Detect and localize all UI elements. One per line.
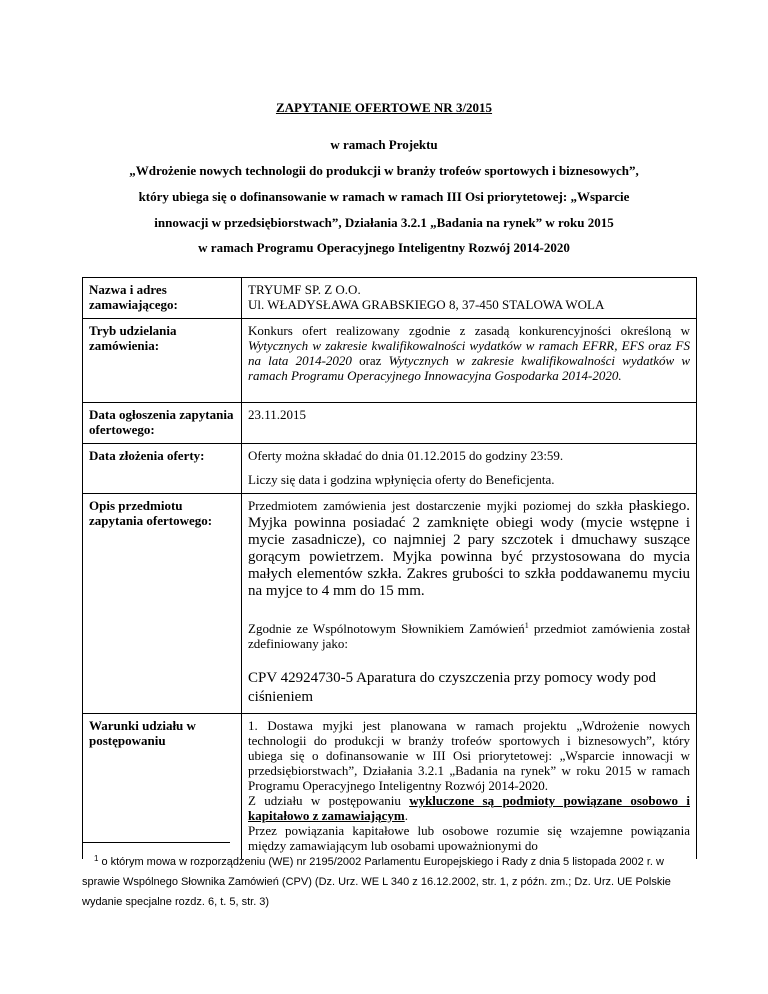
- tryb-italic-2: Wytycznych w zakresie kwalifikowalności wydatków w ramach Programu Operacyjnego Innowacyjna Gospodarka 2014-2020.: [248, 353, 690, 383]
- slownik-text-1: Zgodnie ze Wspólnotowym Słownikiem Zamówień: [248, 621, 525, 636]
- header-line-5: w ramach Programu Operacyjnego Inteligentny Rozwój 2014-2020: [198, 240, 570, 255]
- tryb-text-1: Konkurs ofert realizowany zgodnie z zasadą konkurencyjności określoną w: [248, 323, 690, 338]
- tryb-text-2: oraz: [351, 353, 389, 368]
- tryb-italic-1: Wytycznych w zakresie kwalifikowalności wydatków w ramach EFRR, EFS oraz FS na lata 2014-2020: [248, 338, 690, 368]
- header-line-4: innowacji w przedsiębiorstwach”, Działania 3.2.1 „Badania na rynek” w roku 2015: [154, 215, 614, 230]
- table-row: [83, 444, 697, 494]
- warunki-text-2: Z udziału w postępowaniu: [248, 793, 410, 808]
- label-tryb: Tryb udzielania zamówienia:: [83, 319, 242, 403]
- details-table: [82, 277, 697, 859]
- value-tryb: [242, 319, 697, 403]
- table-row: [83, 319, 697, 403]
- table-row: [83, 714, 697, 860]
- document-title: ZAPYTANIE OFERTOWE NR 3/2015: [275, 100, 493, 115]
- company-address: Ul. WŁADYSŁAWA GRABSKIEGO 8, 37-450 STALOWA WOLA: [248, 297, 605, 312]
- warunki-paragraph-1: 1. Dostawa myjki jest planowana w ramach projektu „Wdrożenie nowych technologii do produkcji w branży trofeów sportowych i biznesowych”, który ubiega się o dofinansowanie w III Osi priorytetowej: „Wsparcie innowacji w przedsiębiorstwach”, Działania 3.2.1 „Badania na rynek” w roku 2015 w ramach Programu Operacyjnego Inteligentny Rozwój 2014-2020.: [248, 718, 690, 793]
- company-name: TRYUMF SP. Z O.O.: [248, 282, 361, 297]
- warunki-paragraph-3: Przez powiązania kapitałowe lub osobowe rozumie się wzajemne powiązania między zamawiającym lub osobami upoważnionymi do: [248, 823, 690, 853]
- table-row: [83, 278, 697, 319]
- footnote-number: 1: [94, 854, 99, 863]
- value-zamawiajacy: [242, 278, 697, 319]
- table-row: [83, 494, 697, 714]
- footnote-text: o którym mowa w rozporządzeniu (WE) nr 2195/2002 Parlamentu Europejskiego i Rady z dnia 5 listopada 2002 r. w sprawie Wspólnego Słownika Zamówień (CPV) (Dz. Urz. WE L 340 z 16.12.2002, str. 1, z późn. zm.; Dz. Urz. UE Polskie wydanie specjalne rozdz. 6, t. 5, str. 3): [82, 856, 671, 908]
- opis-paragraph: [248, 498, 690, 600]
- label-warunki: Warunki udziału w postępowaniu: [83, 714, 242, 860]
- slownik-paragraph: [248, 618, 690, 651]
- footnote-ref[interactable]: 1: [524, 621, 529, 630]
- deadline-note: Liczy się data i godzina wpłynięcia oferty do Beneficjenta.: [248, 472, 555, 487]
- warunki-text-2-end: .: [404, 808, 408, 823]
- table-row: [83, 403, 697, 444]
- cpv-code: CPV 42924730-5 Aparatura do czyszczenia przy pomocy wody pod ciśnieniem: [248, 670, 656, 705]
- header-line-2: „Wdrożenie nowych technologii do produkcji w branży trofeów sportowych i biznesowych”,: [129, 163, 639, 178]
- footnote: [82, 849, 694, 912]
- value-data-zlozenia: [242, 444, 697, 494]
- warunki-paragraph-2: [248, 793, 690, 823]
- value-opis: [242, 494, 697, 714]
- slownik-text-2: przedmiot zamówienia został zdefiniowany jako:: [248, 621, 690, 651]
- warunki-underlined: wykluczone są podmioty powiązane osobowo i kapitałowo z zamawiającym: [248, 793, 690, 823]
- header-line-3: który ubiega się o dofinansowanie w ramach w ramach III Osi priorytetowej: „Wsparcie: [138, 189, 630, 204]
- label-data-zlozenia: Data złożenia oferty:: [83, 444, 242, 494]
- label-data-ogloszenia: Data ogłoszenia zapytania ofertowego:: [83, 403, 242, 444]
- label-zamawiajacy: Nazwa i adres zamawiającego:: [83, 278, 242, 319]
- label-opis: Opis przedmiotu zapytania ofertowego:: [83, 494, 242, 714]
- header-line-1: w ramach Projektu: [330, 137, 438, 152]
- deadline-text: Oferty można składać do dnia 01.12.2015 do godziny 23:59.: [248, 448, 564, 463]
- opis-part-2: płaskiego. Myjka powinna posiadać 2 zamknięte obiegi wody (mycie wstępne i mycie zasadnicze), co najmniej 2 pary szczotek i dmuchawy suszące gorącym powietrzem. Myjka powinna być przystosowana do mycia małych elementów szkła. Zakres grubości to szkła poddawanemu myciu na myjce to 4 mm do 15 mm.: [248, 498, 691, 599]
- value-data-ogloszenia: 23.11.2015: [242, 403, 697, 444]
- value-warunki: [242, 714, 697, 860]
- footnote-separator: [82, 842, 230, 843]
- opis-part-1: Przedmiotem zamówienia jest dostarczenie myjki poziomej do szkła: [248, 498, 623, 513]
